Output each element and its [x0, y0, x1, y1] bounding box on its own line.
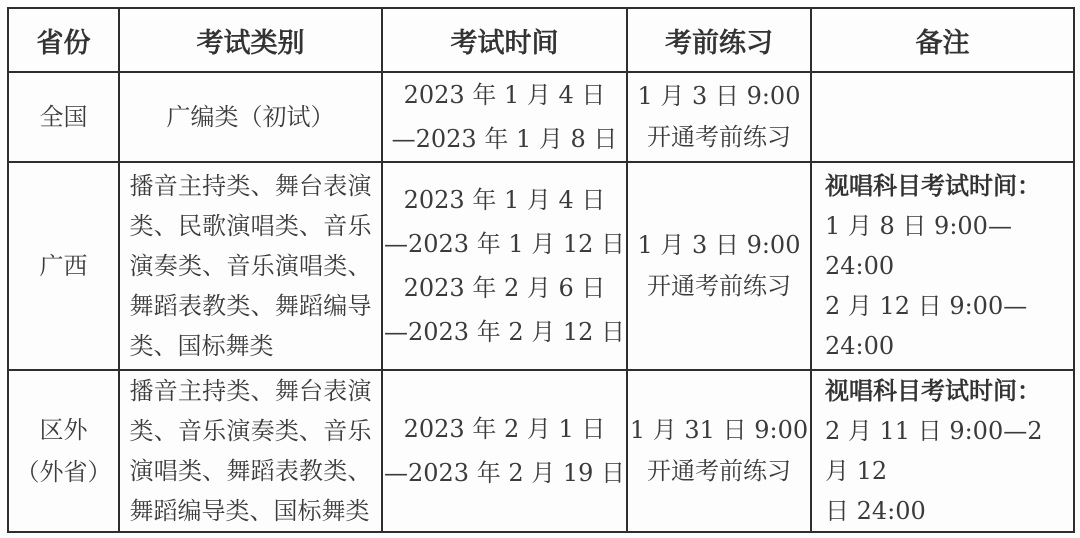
- practice-cell: [627, 72, 811, 162]
- time-line: —2023 年 1 月 8 日: [391, 125, 618, 153]
- header-cell-note: 备注: [811, 8, 1074, 72]
- practice-line: 1 月 3 日 9:00: [637, 231, 801, 259]
- header-cell-category: 考试类别: [119, 8, 382, 72]
- category-text: 播音主持类、舞台表演类、民歌演唱类、音乐演奏类、音乐演唱类、舞蹈表教类、舞蹈编导类、国标舞类: [129, 172, 372, 360]
- practice-line: 开通考前练习: [647, 123, 791, 151]
- province-label: 全国: [39, 103, 88, 131]
- header-cell-province: 省份: [8, 8, 119, 72]
- province-cell: [8, 370, 119, 532]
- category-text: 播音主持类、舞台表演类、音乐演奏类、音乐演唱类、舞蹈表教类、舞蹈编导类、国标舞类: [129, 377, 372, 525]
- note-line: 1 月 8 日 9:00—24:00: [825, 212, 1012, 280]
- note-title: 视唱科目考试时间：: [825, 376, 1041, 405]
- header-cell-practice: 考前练习: [627, 8, 811, 72]
- province-label: 区外: [39, 416, 88, 444]
- time-line: 2023 年 2 月 6 日: [403, 274, 606, 302]
- note-title: 视唱科目考试时间：: [825, 171, 1041, 200]
- practice-cell: [627, 370, 811, 532]
- time-line: —2023 年 2 月 12 日: [383, 318, 626, 346]
- note-content: [812, 371, 1073, 531]
- time-line: —2023 年 1 月 12 日: [383, 230, 626, 258]
- category-cell: [119, 162, 382, 370]
- time-line: —2023 年 2 月 19 日: [383, 459, 626, 487]
- table-row: [8, 72, 1074, 162]
- table-row: [8, 162, 1074, 370]
- time-cell: [382, 162, 627, 370]
- practice-line: 开通考前练习: [647, 457, 791, 485]
- note-cell: [811, 72, 1074, 162]
- province-label: （外省）: [15, 458, 112, 486]
- header-cell-time: 考试时间: [382, 8, 627, 72]
- note-line: 2 月 12 日 9:00—24:00: [825, 292, 1028, 360]
- note-content: [812, 166, 1073, 366]
- time-cell: [382, 72, 627, 162]
- note-line: 2 月 11 日 9:00—2 月 12: [825, 417, 1043, 485]
- practice-cell: [627, 162, 811, 370]
- province-label: 广西: [39, 252, 88, 280]
- exam-schedule-table: [7, 7, 1075, 533]
- category-cell: [119, 72, 382, 162]
- note-cell: [811, 162, 1074, 370]
- practice-line: 1 月 31 日 9:00: [629, 416, 809, 444]
- province-cell: [8, 72, 119, 162]
- table-row: [8, 370, 1074, 532]
- practice-line: 开通考前练习: [647, 272, 791, 300]
- time-cell: [382, 370, 627, 532]
- note-cell: [811, 370, 1074, 532]
- time-line: 2023 年 1 月 4 日: [403, 81, 606, 109]
- time-line: 2023 年 1 月 4 日: [403, 186, 606, 214]
- note-line: 日 24:00: [825, 497, 926, 525]
- header-row: [8, 8, 1074, 72]
- province-cell: [8, 162, 119, 370]
- category-text: 广编类（初试）: [166, 103, 335, 131]
- category-cell: [119, 370, 382, 532]
- practice-line: 1 月 3 日 9:00: [637, 82, 801, 110]
- time-line: 2023 年 2 月 1 日: [403, 415, 606, 443]
